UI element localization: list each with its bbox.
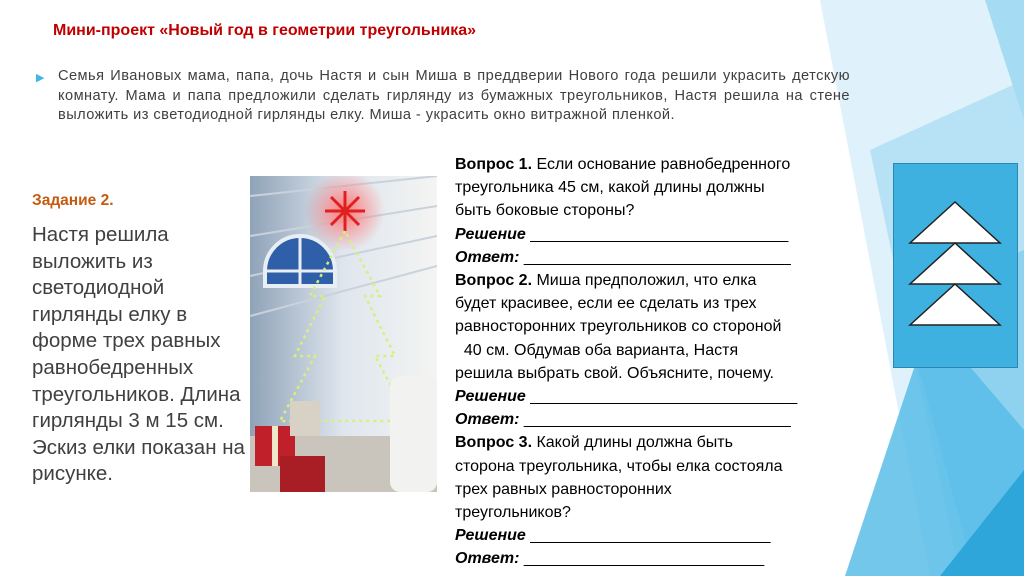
photo-star [325,191,365,231]
answer-label: Ответ: [455,248,520,266]
question-1-text-2: треугольника 45 см, какой длины должны [455,179,765,197]
task-description: Настя решила выложить из светодиодной гирлянды елку в форме трех равных равнобедренных треугольников. Длина гирлянды 3 м 15 см. Эскиз елки показан на рисунке. [32,223,245,486]
task-heading: Задание 2. [32,192,114,209]
question-1-text-1: Если основание равнобедренного [532,156,791,173]
question-2-text-3: равносторонних треугольников со стороной [455,318,782,336]
question-3-answer [455,547,855,570]
solution-label: Решение [455,527,526,545]
question-2-text-5: решила выбрать свой. Объясните, почему. [455,364,774,382]
question-2-text-2: будет красивее, если ее сделать из трех [455,295,757,313]
question-1-label: Вопрос 1. [455,156,533,173]
tree-sketch [893,163,1018,368]
question-3-text-2: сторона треугольника, чтобы елка состояла [455,457,783,475]
question-1-solution [455,223,855,246]
sketch-triangle-bottom [910,284,1000,325]
question-2-text-4: 40 см. Обдумав оба варианта, Настя [455,341,739,359]
solution-label: Решение [455,225,526,243]
bullet-arrow-icon: ▶ [36,72,45,84]
solution-label: Решение [455,388,526,406]
question-2-solution [455,385,855,408]
question-3-solution [455,524,855,547]
sketch-triangle-top [910,202,1000,243]
solution-blank: ______________________________ [525,388,798,406]
question-1-answer [455,246,855,269]
answer-blank: ___________________________ [519,550,765,568]
question-2-text-1: Миша предположил, что елка [532,272,757,290]
answer-blank: ______________________________ [519,411,791,429]
question-3-text-4: треугольников? [455,504,571,522]
intro-paragraph: Семья Ивановых мама, папа, дочь Настя и сын Миша в преддверии Нового года решили украсить детскую комнату. Мама и папа предложили сделать гирлянду из бумажных треугольников, Настя решила на стене выложить из светодиодной гирлянды елку. Миша - украсить окно витражной пленкой. [58,68,850,123]
question-2-answer [455,408,855,431]
answer-label: Ответ: [455,550,520,568]
solution-blank: _____________________________ [525,225,789,243]
question-3-label: Вопрос 3. [455,434,533,452]
slide-title: Мини-проект «Новый год в геометрии треугольника» [53,22,476,39]
solution-blank: ___________________________ [525,527,771,545]
question-3-text-3: трех равных равносторонних [455,480,672,498]
question-3-text-1: Какой длины должна быть [532,434,733,452]
question-2-label: Вопрос 2. [455,272,533,290]
questions-block [455,153,855,571]
answer-label: Ответ: [455,411,520,429]
answer-blank: ______________________________ [519,248,791,266]
question-2 [455,269,855,292]
question-1 [455,153,855,176]
tree-photo [250,176,437,492]
question-1-text-3: быть боковые стороны? [455,202,635,220]
sketch-triangle-middle [910,243,1000,284]
question-3 [455,431,855,454]
